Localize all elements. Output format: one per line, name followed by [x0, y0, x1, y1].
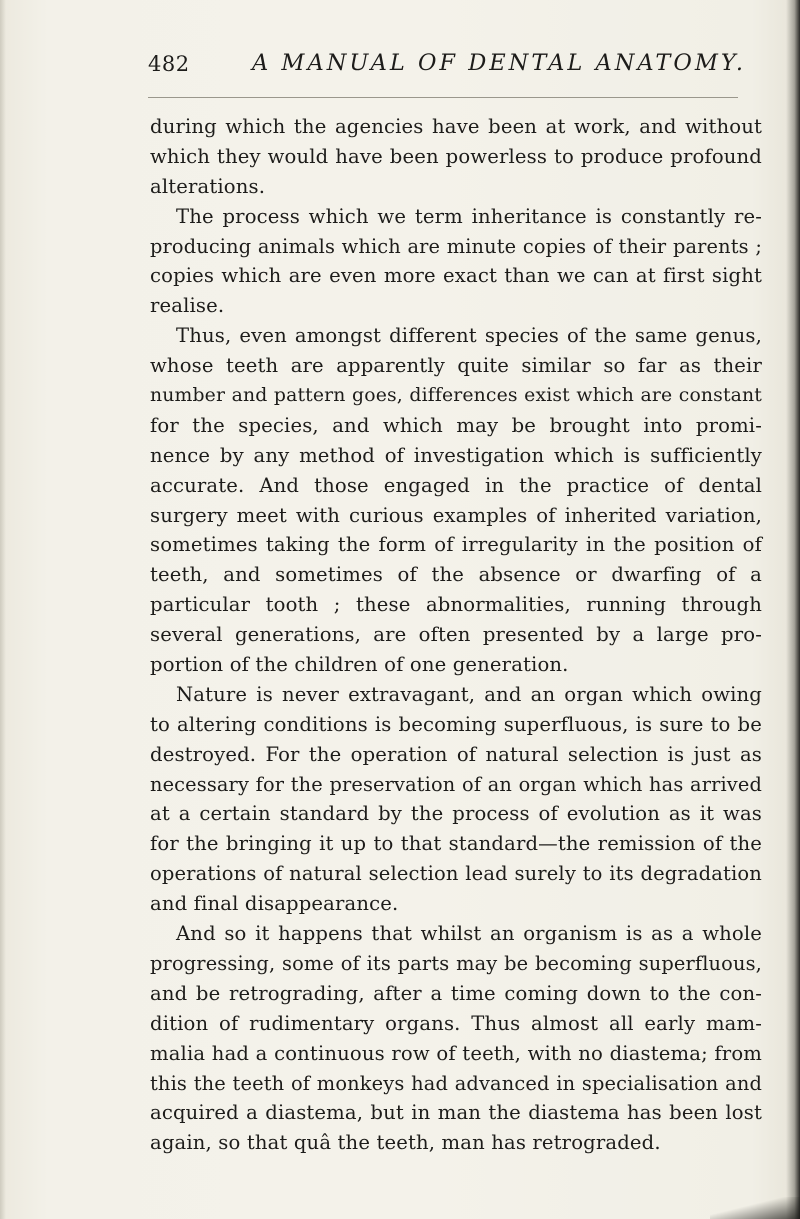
- text-line: nence by any method of investigation which is sufficiently: [150, 443, 762, 467]
- header-rule: [148, 97, 738, 98]
- text-line: producing animals which are minute copies of their parents ;: [150, 234, 762, 258]
- text-line: portion of the children of one generation.: [150, 653, 569, 677]
- text-line: surgery meet with curious examples of inherited variation,: [150, 503, 762, 527]
- text-line: accurate. And those engaged in the practice of dental: [150, 473, 762, 497]
- text-line: destroyed. For the operation of natural selection is just as: [150, 742, 762, 766]
- text-line: necessary for the preservation of an organ which has arrived: [150, 772, 762, 796]
- text-line: sometimes taking the form of irregularity in the position of: [150, 533, 762, 557]
- page-number: 482: [148, 52, 190, 76]
- text-line: during which the agencies have been at work, and without: [150, 115, 762, 138]
- text-line: for the species, and which may be brought into promi-: [150, 413, 762, 437]
- page-header: [148, 52, 748, 86]
- page-left-edge: [0, 0, 6, 1219]
- text-line: particular tooth ; these abnormalities, running through: [150, 593, 762, 617]
- text-line: and be retrograding, after a time coming down to the con-: [150, 981, 762, 1005]
- text-line: teeth, and sometimes of the absence or dwarfing of a: [150, 563, 762, 587]
- text-line: again, so that quâ the teeth, man has retrograded.: [150, 1131, 661, 1155]
- text-line: And so it happens that whilst an organism is as a whole: [176, 922, 762, 946]
- text-line: progressing, some of its parts may be becoming superfluous,: [150, 951, 762, 975]
- text-line: whose teeth are apparently quite similar so far as their: [150, 354, 762, 378]
- page-corner-shadow: [710, 1197, 800, 1219]
- text-line: acquired a diastema, but in man the diastema has been lost: [150, 1101, 762, 1125]
- text-line: Nature is never extravagant, and an organ which owing: [176, 682, 762, 706]
- text-line: The process which we term inheritance is constantly re-: [176, 204, 762, 228]
- text-line: dition of rudimentary organs. Thus almost all early mam-: [150, 1011, 762, 1035]
- text-line: alterations.: [150, 174, 266, 198]
- text-line: copies which are even more exact than we can at first sight: [150, 264, 762, 288]
- text-line: this the teeth of monkeys had advanced in specialisation and: [150, 1071, 762, 1095]
- text-line: Thus, even amongst different species of the same genus,: [176, 324, 762, 348]
- text-line: to altering conditions is becoming superfluous, is sure to be: [150, 712, 762, 736]
- text-line: number and pattern goes, differences exist which are constant: [150, 385, 762, 407]
- text-line: for the bringing it up to that standard—the remission of the: [150, 832, 762, 856]
- body-text: [150, 112, 762, 1158]
- text-line: malia had a continuous row of teeth, with no diastema; from: [150, 1041, 762, 1065]
- text-line: several generations, are often presented by a large pro-: [150, 623, 762, 647]
- page-spine-shadow: [786, 0, 800, 1219]
- text-line: realise.: [150, 294, 225, 318]
- text-line: and final disappearance.: [150, 892, 399, 916]
- running-title: A MANUAL OF DENTAL ANATOMY.: [252, 50, 747, 76]
- text-line: operations of natural selection lead surely to its degradation: [150, 862, 762, 886]
- text-line: which they would have been powerless to produce profound: [150, 144, 762, 168]
- text-line: at a certain standard by the process of evolution as it was: [150, 802, 762, 826]
